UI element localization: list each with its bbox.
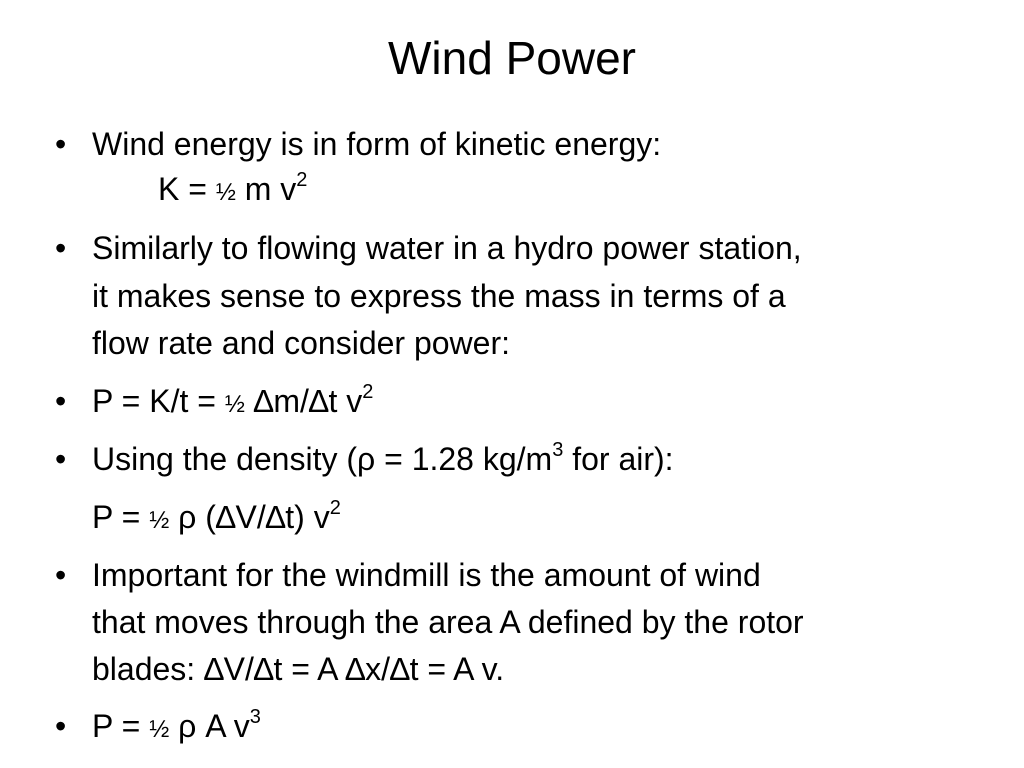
- page-title: Wind Power: [388, 32, 636, 84]
- bullet-1-marker: •: [55, 126, 67, 162]
- bullet-2-line-2: it makes sense to express the mass in terms of a: [92, 278, 786, 314]
- bullet-2-line-3: flow rate and consider power:: [92, 325, 510, 361]
- power-kinetic-formula: P = K/t = ½ ∆m/∆t $v^2$: [92, 381, 374, 419]
- bullet-5-line-1: Important for the windmill is the amount of wind: [92, 557, 761, 593]
- wind-power-formula: P = ½ ρ A $v^3$: [92, 706, 261, 744]
- bullet-5-line-2: that moves through the area A defined by the rotor: [92, 604, 804, 640]
- bullet-5-marker: •: [55, 557, 67, 593]
- kinetic-energy-formula: K = ½ m $v^2$: [158, 169, 308, 207]
- bullet-2-line-1: Similarly to flowing water in a hydro power station,: [92, 230, 802, 266]
- bullet-6-marker: •: [55, 708, 67, 744]
- bullet-5-line-3: blades: ∆V/∆t = A ∆x/∆t = A v.: [92, 651, 505, 687]
- bullet-3-marker: •: [55, 383, 67, 419]
- bullet-1-text: Wind energy is in form of kinetic energy:: [92, 126, 662, 162]
- power-density-formula: P = ½ ρ (∆V/∆t) $v^2$: [92, 497, 341, 535]
- bullet-2-marker: •: [55, 230, 67, 266]
- bullet-4-marker: •: [55, 441, 67, 477]
- density-text: Using the density (ρ = 1.28 $kg/m^3$ for air):: [92, 439, 674, 477]
